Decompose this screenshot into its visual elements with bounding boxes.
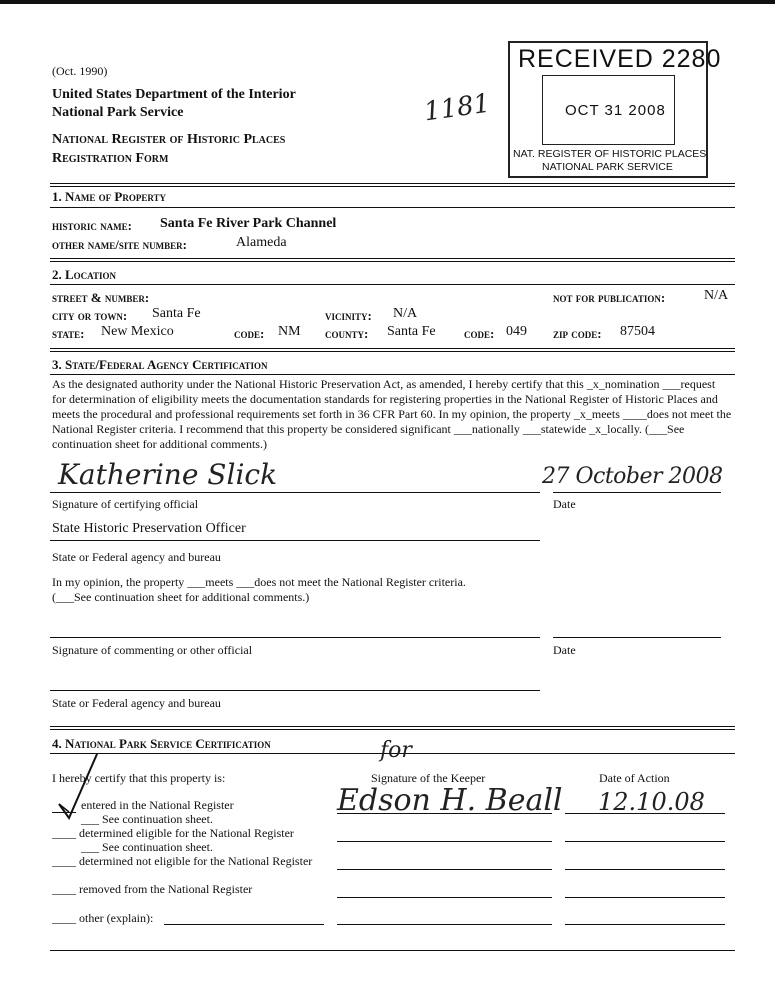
other-name-label: other name/site number: <box>52 237 187 252</box>
vicinity-label: vicinity: <box>325 308 372 323</box>
keeper-signature-line <box>337 924 552 925</box>
entered-blank <box>52 812 76 813</box>
section-divider <box>50 258 735 262</box>
stamp-register-line: NAT. REGISTER OF HISTORIC PLACES <box>513 148 707 160</box>
form-bottom-rule <box>50 950 735 951</box>
date-of-action-label: Date of Action <box>599 771 670 785</box>
form-date: (Oct. 1990) <box>52 64 108 78</box>
action-date-line <box>565 841 725 842</box>
keeper-label: Signature of the Keeper <box>371 771 486 785</box>
option-removed: ____ removed from the National Register <box>52 882 253 896</box>
stamp-date: OCT 31 2008 <box>565 102 666 119</box>
date-line <box>553 492 721 493</box>
action-date-line <box>565 924 725 925</box>
stamp-date-box <box>542 75 675 145</box>
state-label: state: <box>52 326 85 341</box>
zip-value: 87504 <box>620 324 655 339</box>
certification-date-handwritten: 27 October 2008 <box>542 464 723 489</box>
option-eligible-continuation: ___ See continuation sheet. <box>81 840 213 854</box>
commenting-date-line <box>553 637 721 638</box>
date-of-action-handwritten: 12.10.08 <box>598 788 705 816</box>
date-label: Date <box>553 497 576 511</box>
option-entered-continuation: ___ See continuation sheet. <box>81 812 213 826</box>
zip-label: zip code: <box>553 326 602 341</box>
section-2-heading: 2. Location <box>52 267 117 282</box>
section-rule <box>50 284 735 285</box>
other-explain-line <box>164 924 324 925</box>
county-code-value: 049 <box>506 324 527 339</box>
department-name: United States Department of the Interior <box>52 87 296 102</box>
top-scan-border <box>0 0 775 4</box>
section-4-heading: 4. National Park Service Certification <box>52 736 271 751</box>
action-date-line <box>565 897 725 898</box>
opinion-statement: In my opinion, the property ___meets ___does not meet the National Register criteria. <box>52 575 466 589</box>
section-1-heading: 1. Name of Property <box>52 189 167 204</box>
form-title: National Register of Historic Places <box>52 132 286 147</box>
stamp-received-text: RECEIVED 2280 <box>518 45 722 73</box>
city-label: city or town: <box>52 308 128 323</box>
keeper-signature-line <box>337 897 552 898</box>
certifying-official-signature: Katherine Slick <box>58 458 278 491</box>
agency-line <box>50 540 540 541</box>
certification-statement: As the designated authority under the National Historic Preservation Act, as amended, I hereby certify that this _x_nomination ___request for determination of eligibility meets the documentation standards for registering properties in the National Register of Historic Places and meets the procedural and professional requirements set forth in 36 CFR Part 60. In my opinion, the property _x_meets ____does not meet the National Register criteria. I recommend that this property be considered significant ___nationally ___statewide _x_locally. (___See continuation sheet for additional comments.) <box>52 377 732 451</box>
handwritten-reference-number: 1181 <box>422 88 492 128</box>
not-for-publication-value: N/A <box>704 288 729 303</box>
agency-label: State or Federal agency and bureau <box>52 550 221 564</box>
county-code-label: code: <box>464 326 495 341</box>
street-label: street & number: <box>52 290 150 305</box>
keeper-signature-line <box>337 813 552 814</box>
agency-label: State or Federal agency and bureau <box>52 696 221 710</box>
state-code-value: NM <box>278 324 301 339</box>
signature-line <box>50 492 540 493</box>
section-divider <box>50 726 735 730</box>
section-divider <box>50 348 735 352</box>
commenting-signature-line <box>50 637 540 638</box>
vicinity-value: N/A <box>393 306 418 321</box>
section-3-heading: 3. State/Federal Agency Certification <box>52 357 268 372</box>
section-rule <box>50 374 735 375</box>
form-subtitle: Registration Form <box>52 151 169 166</box>
county-label: county: <box>325 326 369 341</box>
keeper-signature-line <box>337 841 552 842</box>
city-value: Santa Fe <box>152 306 201 321</box>
commenting-date-label: Date <box>553 643 576 657</box>
official-title: State Historic Preservation Officer <box>52 521 246 536</box>
option-not-eligible: ____ determined not eligible for the National Register <box>52 854 313 868</box>
keeper-for-handwritten: for <box>380 738 412 763</box>
option-entered: entered in the National Register <box>81 798 234 812</box>
state-code-label: code: <box>234 326 265 341</box>
not-for-publication-label: not for publication: <box>553 290 666 305</box>
commenting-signature-label: Signature of commenting or other official <box>52 643 253 657</box>
keeper-signature: Edson H. Beall <box>337 783 563 818</box>
agency-line <box>50 690 540 691</box>
option-determined-eligible: ____ determined eligible for the National Register <box>52 826 294 840</box>
keeper-signature-line <box>337 869 552 870</box>
continuation-note: (___See continuation sheet for additional comments.) <box>52 590 310 604</box>
signature-label: Signature of certifying official <box>52 497 199 511</box>
historic-name-label: historic name: <box>52 218 132 233</box>
option-other: ____ other (explain): <box>52 911 154 925</box>
historic-name-value: Santa Fe River Park Channel <box>160 216 337 231</box>
other-name-value: Alameda <box>236 235 287 250</box>
county-value: Santa Fe <box>387 324 436 339</box>
section-rule <box>50 207 735 208</box>
certify-statement: I hereby certify that this property is: <box>52 771 226 785</box>
agency-name: National Park Service <box>52 105 184 120</box>
stamp-service-line: NATIONAL PARK SERVICE <box>542 161 673 173</box>
section-divider <box>50 183 735 187</box>
action-date-line <box>565 813 725 814</box>
received-stamp <box>508 41 722 178</box>
action-date-line <box>565 869 725 870</box>
state-value: New Mexico <box>101 324 174 339</box>
